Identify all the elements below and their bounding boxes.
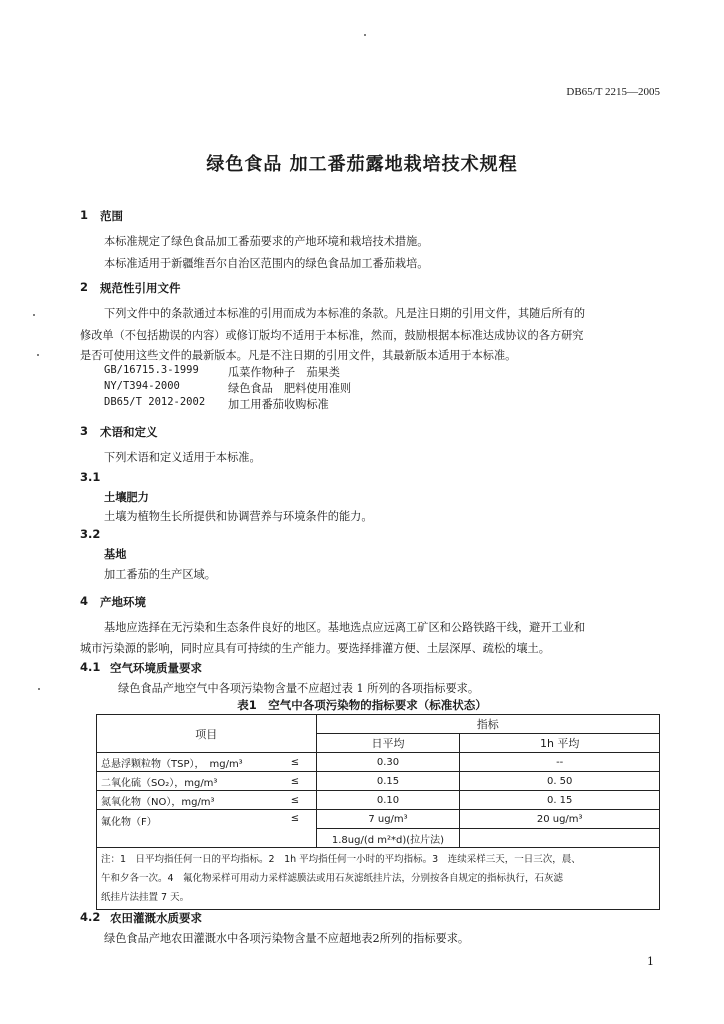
daily-value: 7 ug/m³ [316,810,460,829]
section-1-number: 1 [80,208,89,222]
comparison-operator: ≤ [274,810,316,848]
pollutant-name: 总悬浮颗粒物（TSP）， mg/m³ [97,753,275,772]
section-2-number: 2 [80,280,89,294]
header-hourly-average: 1h 平均 [460,734,660,753]
section-4-paragraph: 城市污染源的影响，同时应具有可持续的生产能力。要选择排灌方便、土层深厚、疏松的壤土。 [80,642,550,655]
scan-speck [37,354,39,356]
hourly-value: -- [460,753,660,772]
comparison-operator: ≤ [274,772,316,791]
section-2-paragraph: 修改单（不包括勘误的内容）或修订版均不适用于本标准，然而，鼓励根据本标准达成协议的各方研究 [80,329,584,342]
term-3-2-name: 基地 [104,548,127,561]
section-2-paragraph: 是否可使用这些文件的最新版本。凡是不注日期的引用文件，其最新版本适用于本标准。 [80,349,517,362]
reference-code: NY/T394-2000 [104,380,180,392]
pollutant-name: 氟化物（F） [97,810,275,848]
section-2-paragraph: 下列文件中的条款通过本标准的引用而成为本标准的条款。凡是注日期的引用文件，其随后所有的 [104,307,586,320]
section-4-2-number: 4.2 [80,910,101,924]
standard-code: DB65/T 2215—2005 [566,86,660,98]
section-4-2-title: 农田灌溉水质要求 [110,911,202,925]
document-title: 绿色食品 加工番茄露地栽培技术规程 [206,154,518,175]
section-1-title: 范围 [100,209,123,223]
table-1-caption: 表1 空气中各项污染物的指标要求（标准状态） [237,698,487,712]
scan-speck [38,688,40,690]
section-4-paragraph: 基地应选择在无污染和生态条件良好的地区。基地选点应远离工矿区和公路铁路干线，避开工业和 [104,621,586,634]
air-pollutant-table [96,714,660,910]
reference-title: 绿色食品 肥料使用准则 [228,382,352,395]
reference-code: DB65/T 2012-2002 [104,396,206,408]
reference-code: GB/16715.3-1999 [104,364,199,376]
note-line: 午和夕各一次。4 氟化物采样可用动力采样滤膜法或用石灰滤纸挂片法，分别按各自规定的指标执行，石灰滤 [101,873,564,884]
daily-value: 0.10 [316,791,460,810]
empty-cell [460,829,660,848]
note-line: 纸挂片法挂置 7 天。 [101,892,190,903]
section-4-number: 4 [80,594,89,608]
table-note [97,848,660,910]
section-1-paragraph: 本标准规定了绿色食品加工番茄要求的产地环境和栽培技术措施。 [104,235,429,248]
term-3-1-definition: 土壤为植物生长所提供和协调营养与环境条件的能力。 [104,510,373,523]
table-row [97,810,660,829]
hourly-value: 20 ug/m³ [460,810,660,829]
page-number: 1 [647,955,654,968]
pollutant-name: 氮氧化物（NO），mg/m³ [97,791,275,810]
term-3-1-name: 土壤肥力 [104,491,149,504]
section-3-title: 术语和定义 [100,425,158,439]
term-3-2-number: 3.2 [80,527,101,541]
term-3-2-definition: 加工番茄的生产区域。 [104,568,216,581]
section-3-paragraph: 下列术语和定义适用于本标准。 [104,451,261,464]
section-3-number: 3 [80,424,89,438]
table-row [97,753,660,772]
header-index: 指标 [316,715,659,734]
comparison-operator: ≤ [274,791,316,810]
scan-speck [33,314,35,316]
daily-value: 0.30 [316,753,460,772]
hourly-value: 0. 50 [460,772,660,791]
term-3-1-number: 3.1 [80,470,101,484]
header-daily-average: 日平均 [316,734,460,753]
pollutant-name: 二氧化硫（SO₂），mg/m³ [97,772,275,791]
section-4-1-title: 空气环境质量要求 [110,661,202,675]
table-row [97,772,660,791]
hourly-value: 0. 15 [460,791,660,810]
comparison-operator: ≤ [274,753,316,772]
section-1-paragraph: 本标准适用于新疆维吾尔自治区范围内的绿色食品加工番茄栽培。 [104,257,429,270]
reference-title: 加工用番茄收购标准 [228,398,329,411]
section-4-1-paragraph: 绿色食品产地空气中各项污染物含量不应超过表 1 所列的各项指标要求。 [118,682,480,695]
section-4-title: 产地环境 [100,595,146,609]
section-4-2-paragraph: 绿色食品产地农田灌溉水中各项污染物含量不应超地表2所列的指标要求。 [104,932,470,945]
table-header-row [97,715,660,734]
section-2-title: 规范性引用文件 [100,281,181,295]
table-row [97,791,660,810]
table-note-row [97,848,660,910]
scan-speck [364,34,366,36]
header-item: 项目 [97,715,317,753]
reference-title: 瓜菜作物种子 茄果类 [228,366,340,379]
daily-value-alternate: 1.8ug/(d m²*d)(拉片法) [316,829,460,848]
section-4-1-number: 4.1 [80,660,101,674]
note-line: 注：1 日平均指任何一日的平均指标。2 1h 平均指任何一小时的平均指标。3 连续采样三天，一日三次，晨、 [101,854,581,865]
daily-value: 0.15 [316,772,460,791]
